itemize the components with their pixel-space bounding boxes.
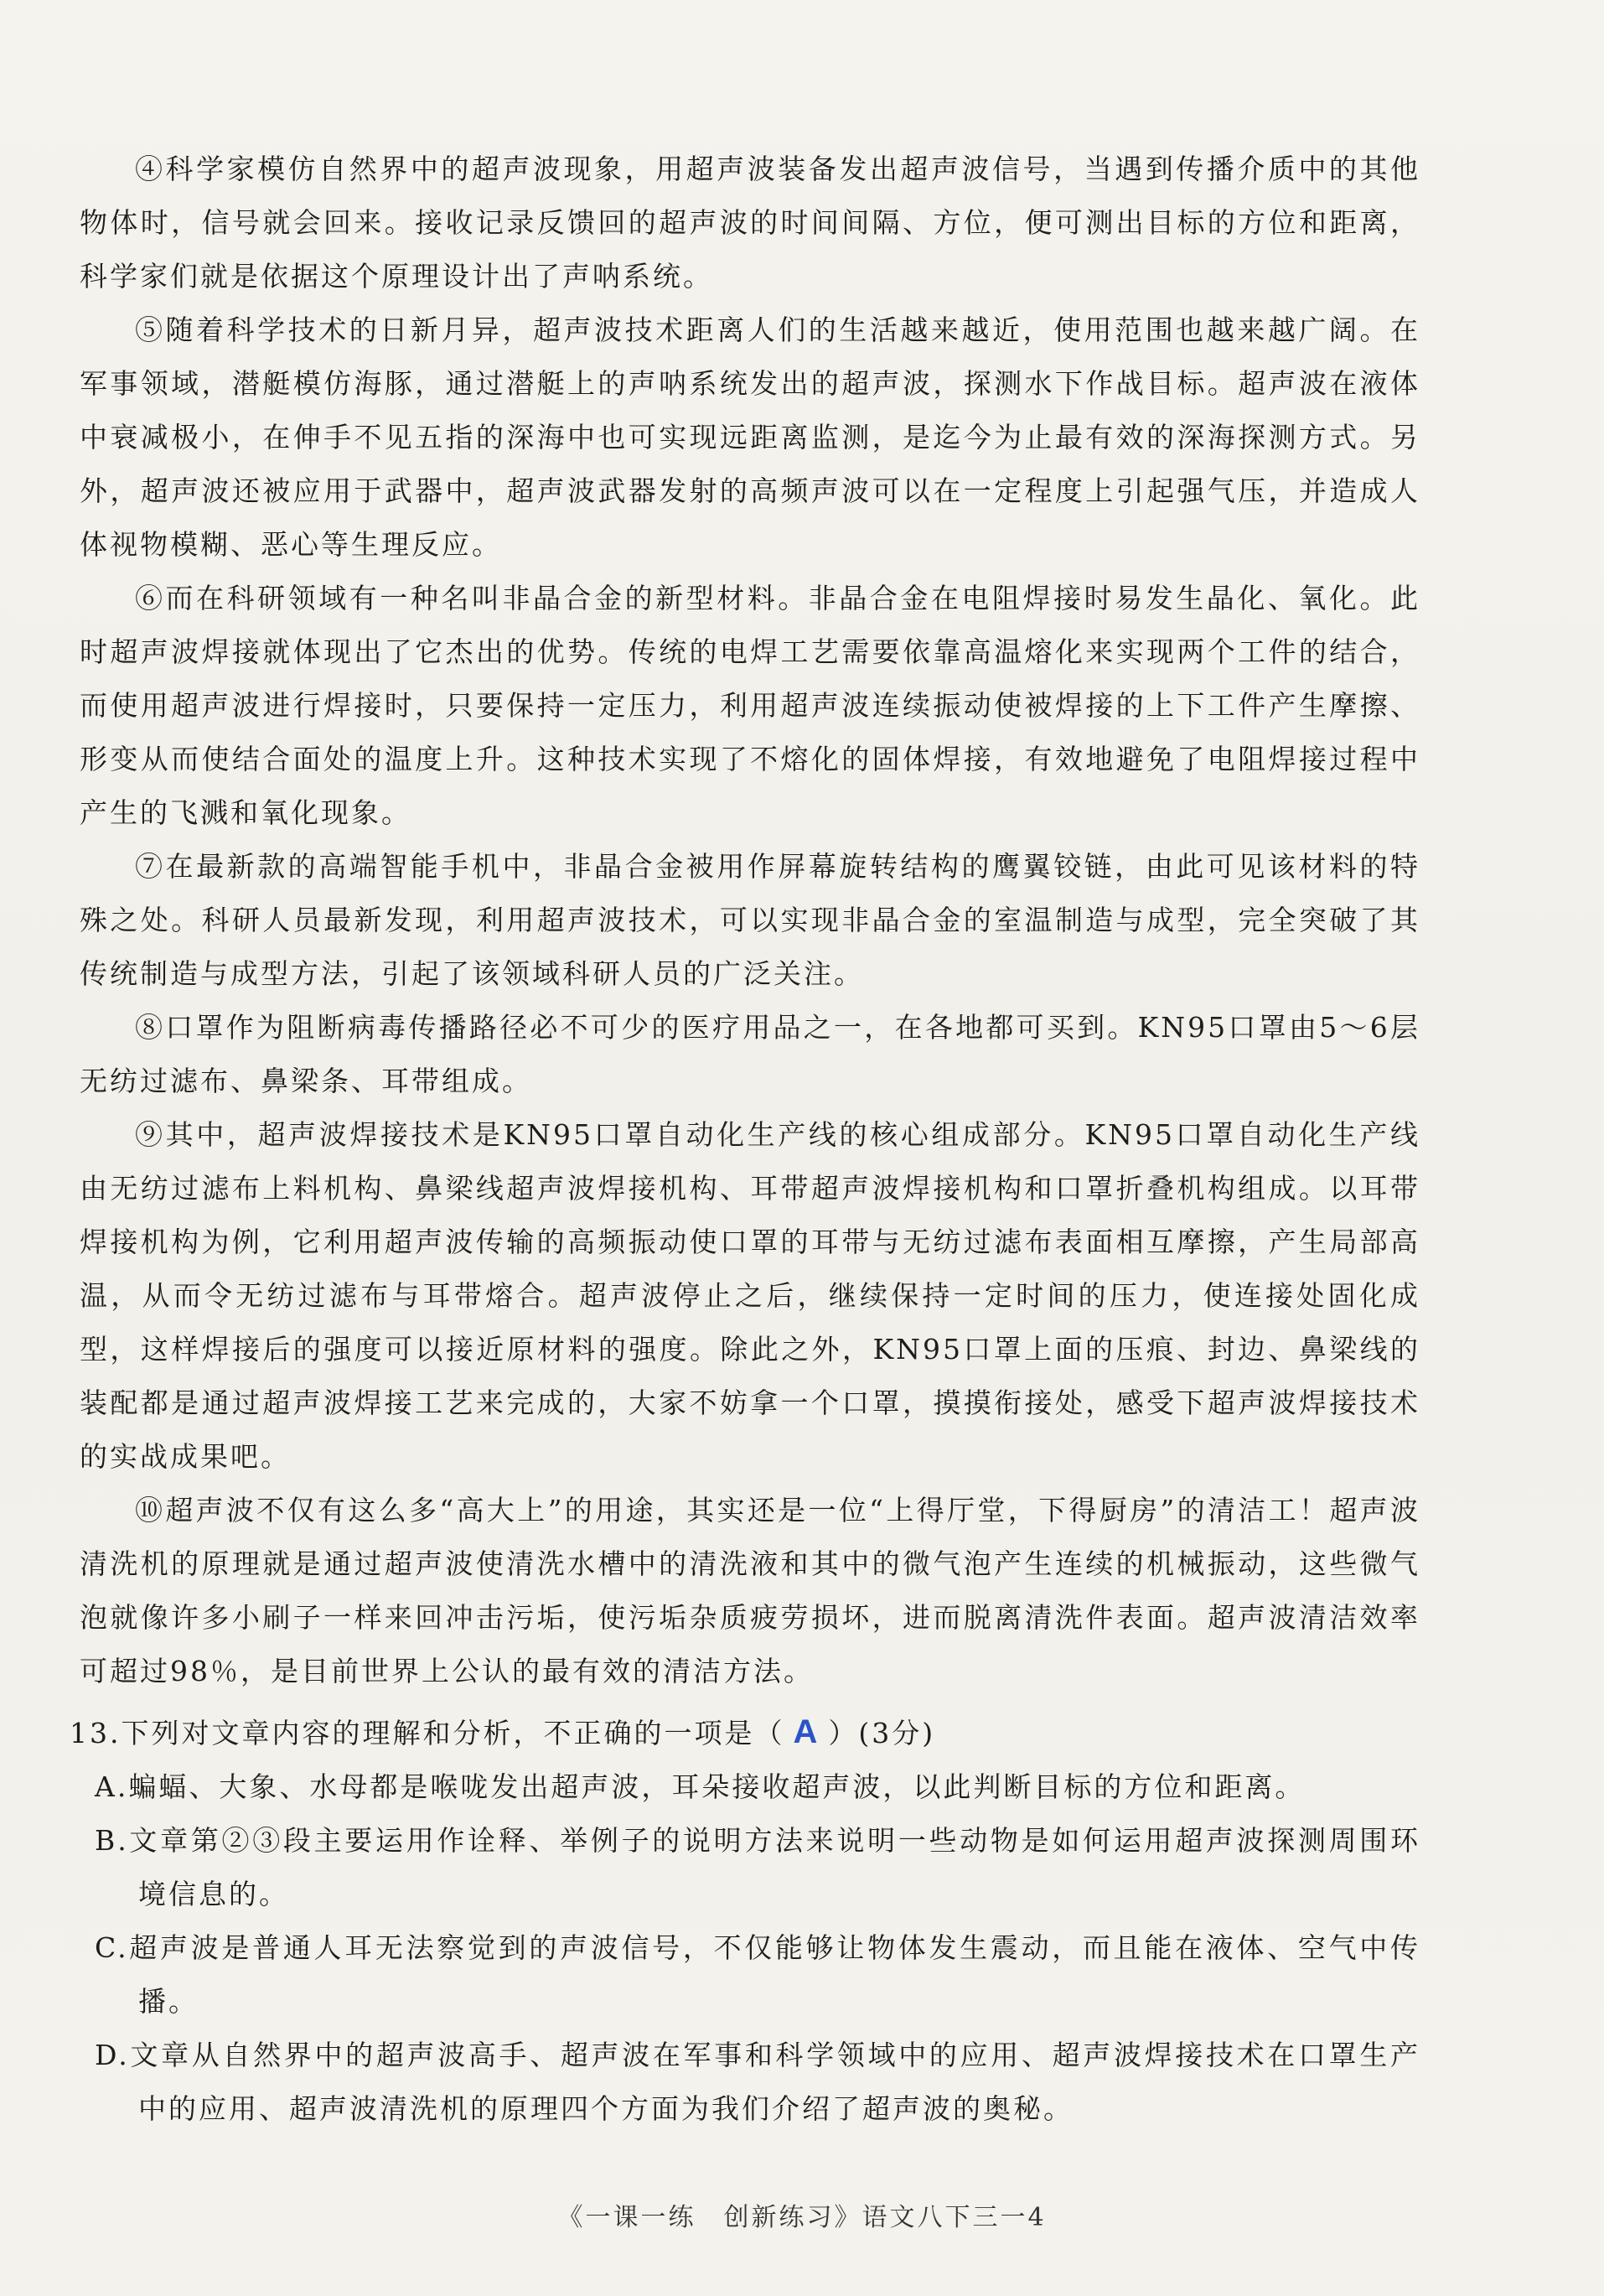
handwritten-answer: A (793, 1713, 820, 1750)
paragraph-10: ⑩超声波不仅有这么多“高大上”的用途，其实还是一位“上得厅堂，下得厨房”的清洁工！超声波清洗机的原理就是通过超声波使清洗水槽中的清洗液和其中的微气泡产生连续的机械振动，这些微气泡就像许多小刷子一样来回冲击污垢，使污垢杂质疲劳损坏，进而脱离清洗件表面。超声波清洁效率可超过98％，是目前世界上公认的最有效的清洁方法。 (80, 1494, 1420, 1687)
option-d: D.文章从自然界中的超声波高手、超声波在军事和科学领域中的应用、超声波焊接技术在口罩生产中的应用、超声波清洗机的原理四个方面为我们介绍了超声波的奥秘。 (95, 2039, 1420, 2125)
question-stem-text: 13.下列对文章内容的理解和分析，不正确的一项是（ (70, 1717, 785, 1749)
paragraph-9: ⑨其中，超声波焊接技术是KN95口罩自动化生产线的核心组成部分。KN95口罩自动化生产线由无纺过滤布上料机构、鼻梁线超声波焊接机构、耳带超声波焊接机构和口罩折叠机构组成。以耳带焊接机构为例，它利用超声波传输的高频振动使口罩的耳带与无纺过滤布表面相互摩擦，产生局部高温，从而令无纺过滤布与耳带熔合。超声波停止之后，继续保持一定时间的压力，使连接处固化成型，这样焊接后的强度可以接近原材料的强度。除此之外，KN95口罩上面的压痕、封边、鼻梁线的装配都是通过超声波焊接工艺来完成的，大家不妨拿一个口罩，摸摸衔接处，感受下超声波焊接技术的实战成果吧。 (80, 1118, 1420, 1473)
paragraph-8: ⑧口罩作为阻断病毒传播路径必不可少的医疗用品之一，在各地都可买到。KN95口罩由5～6层无纺过滤布、鼻梁条、耳带组成。 (80, 1011, 1420, 1097)
paragraph-4: ④科学家模仿自然界中的超声波现象，用超声波装备发出超声波信号，当遇到传播介质中的其他物体时，信号就会回来。接收记录反馈回的超声波的时间间隔、方位，便可测出目标的方位和距离，科学家们就是依据这个原理设计出了声呐系统。 (80, 153, 1420, 293)
option-a: A.蝙蝠、大象、水母都是喉咙发出超声波，耳朵接收超声波，以此判断目标的方位和距离。 (95, 1770, 1306, 1803)
paragraph-6: ⑥而在科研领域有一种名叫非晶合金的新型材料。非晶合金在电阻焊接时易发生晶化、氧化。此时超声波焊接就体现出了它杰出的优势。传统的电焊工艺需要依靠高温熔化来实现两个工件的结合，而使用超声波进行焊接时，只要保持一定压力，利用超声波连续振动使被焊接的上下工件产生摩擦、形变从而使结合面处的温度上升。这种技术实现了不熔化的固体焊接，有效地避免了电阻焊接过程中产生的飞溅和氧化现象。 (80, 582, 1420, 829)
page-footer: 《一课一练 创新练习》语文八下三一4 (557, 2203, 1047, 2232)
option-b: B.文章第②③段主要运用作诠释、举例子的说明方法来说明一些动物是如何运用超声波探测周围环境信息的。 (95, 1824, 1420, 1910)
question-13 (70, 1705, 1420, 2136)
question-stem (70, 1705, 1420, 1760)
article-body (70, 143, 1420, 2136)
paragraph-7: ⑦在最新款的高端智能手机中，非晶合金被用作屏幕旋转结构的鹰翼铰链，由此可见该材料的特殊之处。科研人员最新发现，利用超声波技术，可以实现非晶合金的室温制造与成型，完全突破了其传统制造与成型方法，引起了该领域科研人员的广泛关注。 (80, 850, 1420, 990)
paragraph-5: ⑤随着科学技术的日新月异，超声波技术距离人们的生活越来越近，使用范围也越来越广阔。在军事领域，潜艇模仿海豚，通过潜艇上的声呐系统发出的超声波，探测水下作战目标。超声波在液体中衰减极小，在伸手不见五指的深海中也可实现远距离监测，是迄今为止最有效的深海探测方式。另外，超声波还被应用于武器中，超声波武器发射的高频声波可以在一定程度上引起强气压，并造成人体视物模糊、恶心等生理反应。 (80, 314, 1420, 561)
question-score: ）(3分) (828, 1717, 936, 1749)
option-c: C.超声波是普通人耳无法察觉到的声波信号，不仅能够让物体发生震动，而且能在液体、空气中传播。 (95, 1931, 1420, 2018)
